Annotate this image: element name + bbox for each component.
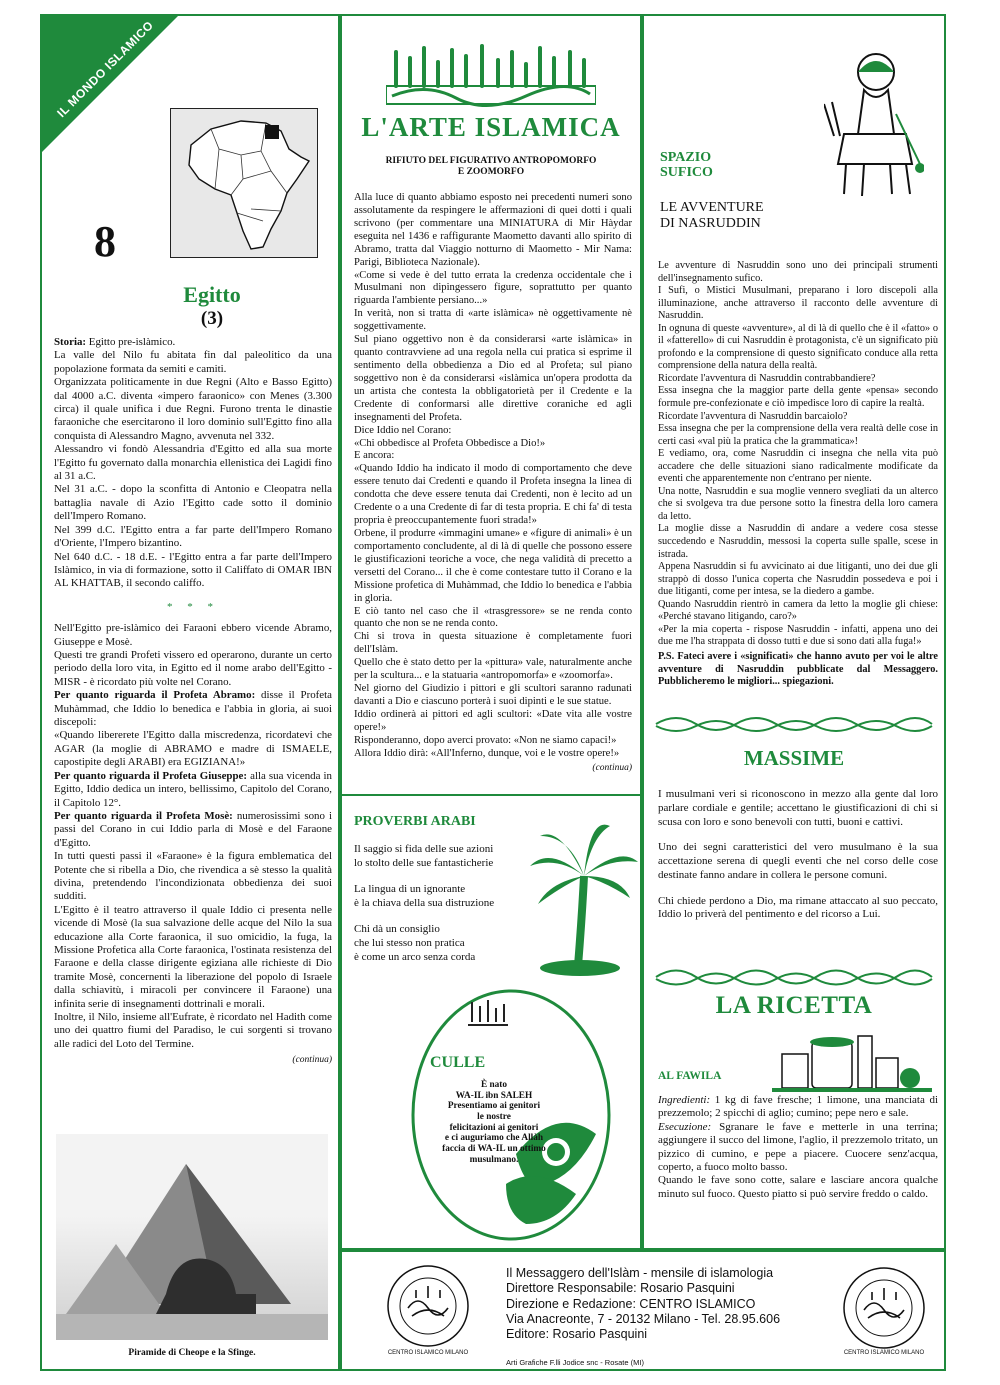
- avventure-title-line2: DI NASRUDDIN: [660, 216, 761, 232]
- arte-subtitle-line2: E ZOOMORFO: [457, 167, 525, 178]
- kitchen-utensils-icon: [772, 1032, 932, 1094]
- proverb-line: è la chiava della sua distruzione: [354, 897, 495, 910]
- calligraphy-small-icon: [468, 996, 508, 1026]
- paragraph-text: L'Egitto è il teatro attraverso il quale Iddio ci presenta nelle vicende di Mosè (la sua salvazione delle acque del Nilo la sua educazione alla Corte faraonica, il suo omicidio, la fuga, la Missione Profetica alla Corte faraonica, l'ostinata resistenza del Faraone e della classe dirigente egiziana alle richieste di Dio tramite Mosè, concernenti la liberazione del popolo di Israele dalla schiavitù, i miracoli per convincere il Faraone) una infinita serie di insegnamenti dottrinali e morali.: [54, 903, 332, 1010]
- culle-line: Presentiamo ai genitori: [447, 1101, 541, 1112]
- paragraph-text: Nel 640 d.C. - 18 d.E. - l'Egitto entra a far parte dell'Impero Islàmico, in via di formazione, sotto il Califfato di OMAR IBN AL KHATTAB, il secondo califfo.: [54, 550, 332, 590]
- paragraph: Una notte, Nasruddin e sua moglie vennero svegliati da un alterco che si svolgeva tra due persone sotto la finestra della loro camera da letto.: [658, 485, 938, 522]
- footer-line: Via Anacreonte, 7 - 20132 Milano - Tel. 28.95.606: [506, 1311, 781, 1326]
- egitto-subtitle: (3): [200, 308, 224, 329]
- paragraph: I Sufi, o Mistici Musulmani, preparano i loro discepoli alla illuminazione, anche attraverso il racconto delle avventure di Nasruddin.: [658, 285, 938, 322]
- egitto-article: [54, 336, 332, 1067]
- proverbs-list: [354, 842, 554, 977]
- paragraph: [54, 810, 332, 850]
- pyramid-icon: [56, 1134, 328, 1340]
- paragraph-text: Nel 31 a.C. - dopo la sconfitta di Antonio e Cleopatra nella battaglia navale di Azio l'Egitto cade sotto il dominio dell'Impero Romano.: [54, 483, 332, 523]
- proverb: [354, 882, 554, 910]
- left-column: [42, 16, 338, 1369]
- paragraph-text: Egitto pre-islàmico.: [86, 336, 176, 348]
- calligraphy-ornament: [386, 42, 596, 108]
- africa-map: [170, 108, 318, 258]
- arte-subtitle-line1: RIFIUTO DEL FIGURATIVO ANTROPOMORFO: [385, 156, 597, 166]
- paragraph-lead: Per quanto riguarda il Profeta Mosè:: [54, 809, 233, 822]
- paragraph: Chi si trova in questa situazione è completamente fuori dell'Islàm.: [354, 631, 632, 656]
- issue-number: 8: [94, 217, 116, 266]
- paragraph: Nel giorno del Giudizio i pittori e gli scultori saranno radunati davanti a Dio e ciascuno porterà i suoi dipinti e le sue statue.: [354, 683, 632, 707]
- ricetta-title: LA RICETTA: [715, 992, 873, 1019]
- paragraph: Alla luce di quanto abbiamo esposto nei precedenti numeri sono assolutamente da respingere le affermazioni di quei dotti i quali scrivono (per commentare una MINIATURA di Mir Hàydar eseguita nel 1436 e raffigurante Maometto davanti allo spirito di Abramo, tratta dal Viaggio notturno di Maometto - Mir Nama: Parigi, Biblioteca Nazionale).: [354, 192, 632, 268]
- ingredienti-text: 1 kg di fave fresche; 1 limone, una manciata di prezzemolo; 2 spicchi di aglio; cumino; pepe nero e sale.: [658, 1094, 938, 1120]
- footer-line: Il Messaggero dell'Islàm - mensile di islamologia: [506, 1266, 774, 1280]
- paragraph: «Per la mia coperta - rispose Nasruddin - infatti, appena uno dei due me l'ha strappata di dosso tutti e due si sono dati alla fuga!»: [658, 623, 938, 648]
- culle-line: WA-IL ibn SALEH: [455, 1090, 533, 1101]
- paragraph: [54, 483, 332, 523]
- proverb: [354, 922, 554, 964]
- proverb-line: Chi dà un consiglio: [354, 923, 440, 936]
- paragraph: La moglie disse a Nasruddin di andare a vedere cosa stesse succedendo e Nasruddin, messosi la coperta sulle spalle, scese in istrada.: [658, 523, 938, 560]
- proverb: [354, 842, 554, 870]
- paragraph-text: numerosissimi sono i passi del Corano in cui Iddio parla di Mosè e del Faraone d'Egitto.: [54, 809, 332, 849]
- culle-line: felicitazioni ai genitori: [449, 1122, 539, 1133]
- swirl-divider-top: [652, 712, 936, 736]
- paragraph: [54, 850, 332, 904]
- corner-banner-text: IL MONDO ISLAMICO: [54, 18, 157, 121]
- middle-column: [342, 16, 640, 1248]
- paragraph: Sul piano oggettivo non è da considerarsi «arte islàmica» in quanto contravviene ad una regola nella cui pratica si esprime il sentimento della obbedienza a Dio ed al Profeta; sul piano soggettivo non è da considerarsi «islàmica un'opera prodotta da un artista che contesta la obbligatorietà per il Credente e la Credente di conformarsi alle direttive coraniche ed agli insegnamenti del Profeta.: [354, 334, 632, 423]
- massime-list: [658, 788, 938, 934]
- culle-title: CULLE: [430, 1054, 486, 1071]
- photo-caption: Piramide di Cheope e la Sfinge.: [128, 1348, 256, 1358]
- paragraph: [54, 524, 332, 551]
- spazio-line1: SPAZIO: [660, 150, 712, 165]
- ricetta-text: [658, 1094, 938, 1201]
- africa-map-icon: [171, 109, 318, 258]
- seal-right-icon: [842, 1266, 926, 1350]
- pyramid-photo: [56, 1134, 328, 1340]
- paragraph: Ricordate l'avventura di Nasruddin contrabbandiere?: [658, 372, 876, 384]
- paragraph-lead: Storia:: [54, 336, 87, 348]
- paragraph: [54, 336, 332, 349]
- avventure-title-line1: LE AVVENTURE: [660, 200, 764, 215]
- paragraph: Appena Nasruddin si fu avvicinato ai due litiganti, uno dei due gli strappò di dosso l'unica coperta che Nasruddin possedeva e poi i due litiganti, come per intesa, se la diedero a gambe.: [658, 561, 938, 598]
- massima: Chi chiede perdono a Dio, ma rimane attaccato al suo peccato, Iddio lo priverà del pentimento e del ricorso a Lui.: [658, 894, 938, 921]
- esecuzione-paragraph: [658, 1121, 938, 1175]
- footer: [342, 1252, 944, 1369]
- culle-line: le nostre: [477, 1112, 511, 1123]
- paragraph-text: La valle del Nilo fu abitata fin dal paleolitico da una popolazione formata da semiti e camiti.: [54, 349, 332, 375]
- paragraph: [54, 551, 332, 591]
- seal-right-text: CENTRO ISLAMICO MILANO: [843, 1350, 925, 1356]
- paragraph: Essa insegna che la maggior parte della gente «pensa» secondo formule pre-confezionate e ciò impedisce loro di capire la realtà.: [658, 385, 938, 410]
- paragraph: [54, 622, 332, 649]
- paragraph-text: Inoltre, il Nilo, insieme all'Eufrate, è ricordato nel Hadith come uno dei quattro fiumi del Paradiso, le cui sorgenti si trovano alle radici del Loto del Termine.: [54, 1011, 332, 1050]
- spazio-sufico-title: [660, 150, 713, 181]
- paragraph-text: In tutti questi passi il «Faraone» è la figura emblematica del Potente che si ribella a Dio, che rivendica a sè stesso la qualità divina, pretendendo l'incondizionata obbedienza dei suoi sudditi.: [54, 850, 332, 903]
- proverb-line: La lingua di un ignorante: [354, 883, 466, 896]
- paragraph: «Chi obbedisce al Profeta Obbedisce a Dio!»: [354, 437, 546, 449]
- ps-note: P.S. Fateci avere i «significati» che hanno avuto per voi le altre avventure di Nasruddin pubblicate dal Messaggero. Pubblicheremo le migliori... spiegazioni.: [658, 650, 938, 688]
- paragraph: E ancora:: [354, 450, 395, 462]
- paragraph: [54, 689, 332, 729]
- paragraph: Quando Nasruddin rientrò in camera da letto la moglie gli chiese: «Perché stavano litigando, caro?»: [658, 598, 938, 623]
- proverbi-title: PROVERBI ARABI: [354, 814, 476, 829]
- arte-article: [354, 192, 632, 774]
- paragraph-text: «Quando libererete l'Egitto dalla miscredenza, ricordatevi che AGAR (la moglie di ABRAMO e madre di ISMAELE, capostipite degli ARABI) era EGIZIANA!»: [54, 729, 332, 769]
- stars-divider: * * *: [167, 600, 219, 613]
- egitto-title: Egitto: [183, 282, 241, 307]
- paragraph: [54, 649, 332, 689]
- footer-line: Direzione e Redazione: CENTRO ISLAMICO: [506, 1296, 756, 1311]
- paragraph: In ognuna di queste «avventure», al di là di quello che è il «fatto» o il «fatterello» di cui Nasruddin è protagonista, c'è un significato più profondo e la comprensione di questo significato conduce alla retta comprensione della natura della realtà.: [658, 322, 938, 372]
- paragraph: E ciò tanto nel caso che il «trasgressore» se ne renda conto quanto che non se ne renda conto.: [354, 605, 632, 630]
- paragraph: [54, 729, 332, 769]
- swirl-divider-bottom: [652, 964, 936, 990]
- paragraph: Ricordate l'avventura di Nasruddin barcaiolo?: [658, 410, 848, 422]
- paragraph: [54, 1011, 332, 1051]
- esecuzione-text: Sgranare le fave e metterle in una terrina; aggiungere il succo del limone, l'aglio, il prezzemolo tritato, un pizzico di cumino, e pepe a piacere. Cuocere senz'acqua, coperto, a fuoco molto basso.: [658, 1120, 938, 1174]
- footer-info: [506, 1266, 826, 1342]
- culle-line: e ci auguriamo che Allàh: [444, 1133, 544, 1144]
- paragraph-text: Nell'Egitto pre-islàmico dei Faraoni ebbero vicende Abramo, Giuseppe e Mosè.: [54, 622, 332, 648]
- continua-middle: (continua): [592, 762, 632, 773]
- finale-paragraph: Quando le fave sono cotte, salare e lasciare ancora qualche minuto sul fuoco. Questo piatto si può servire freddo o caldo.: [658, 1174, 938, 1200]
- paragraph: [54, 349, 332, 376]
- middle-divider: [342, 794, 640, 796]
- paragraph: [54, 376, 332, 443]
- paragraph: Allora Iddio dirà: «All'Inferno, dunque, voi e le vostre opere!»: [354, 747, 620, 759]
- paragraph-text: alla sua vicenda in Egitto, Iddio dedica un intero, bellissimo, Capitolo del Corano, il Capitolo 12°.: [54, 769, 332, 809]
- paragraph: Iddio ordinerà ai pittori ed agli scultori: «Date vita alle vostre opere!»: [354, 708, 632, 733]
- footer-line: Editore: Rosario Pasquini: [506, 1327, 648, 1341]
- proverb-line: è come un arco senza corda: [354, 951, 476, 964]
- seal-left-text: CENTRO ISLAMICO MILANO: [387, 1350, 469, 1356]
- seal-left-icon: [386, 1264, 470, 1348]
- proverb-line: Il saggio si fida delle sue azioni: [354, 843, 494, 855]
- paragraph-text: Organizzata politicamente in due Regni (Alto e Basso Egitto) dal 4000 a.C. diventa «impero faraonico» con Menes (3.300 circa) il quale unifica i due Regni. Furono trenta le dinastie faraoniche che esercitarono il loro dominio sull'Egitto fino alla conquista di Alessandro Magno, avvenuta nel 332.: [54, 376, 332, 442]
- esecuzione-label: Esecuzione:: [658, 1120, 712, 1133]
- continua-left: (continua): [292, 1055, 332, 1066]
- ingredienti-label: Ingredienti:: [658, 1094, 711, 1106]
- paragraph-text: Questi tre grandi Profeti vissero ed operarono, durante un certo periodo della loro vita, in Egitto ed il nome arabo dell'Egitto - MISR - è ricordato più volte nel Corano.: [54, 649, 332, 688]
- paragraph: Quello che è stato detto per la «pittura» vale, naturalmente anche per la scultura... e la statuaria «antropomorfa» e «zoomorfa».: [354, 657, 632, 682]
- paragraph: E vediamo, ora, come Nasruddin ci insegna che nella vita può accadere che delle situazioni siano radicalmente modificate da eventi che apparentemente non c'entrano per niente.: [658, 448, 938, 485]
- massima: Uno dei segni caratteristici del vero musulmano è la sua accettazione serena di quegli eventi che nel corso delle cose destinate fanno andare in collera le persone comuni.: [658, 841, 938, 881]
- paragraph: «Quando Iddio ha indicato il modo di comportamento che deve essere tenuto dai Credenti e quando il Profeta insegna la linea di condotta che deve essere tenuta dai Credenti, non è lecito ad un Credente o a una Credente di far di testa propria. E chi fa' di testa propria è preoccupantemente fuori strada!»: [354, 463, 632, 527]
- ricetta-name: AL FAWILA: [658, 1070, 722, 1082]
- paragraph: [54, 443, 332, 483]
- paragraph: Essa insegna che per la comprensione della vera realtà delle cose in certi casi «val più la pratica che la grammatica»!: [658, 423, 938, 447]
- culle-line: faccia di WA-IL un ottimo: [442, 1144, 546, 1155]
- paragraph-text: Nel 399 d.C. l'Egitto entra a far parte dell'Impero Romano d'Oriente, l'Impero bizantino.: [54, 523, 332, 550]
- paragraph: In verità, non si tratta di «arte islàmica» nè oggettivamente nè soggettivamente.: [354, 308, 632, 333]
- proverb-line: che lui stesso non pratica: [354, 937, 465, 950]
- nasruddin-donkey-icon: [824, 44, 924, 204]
- culle-line: musulmano.: [469, 1154, 519, 1165]
- paragraph: «Come si vede è del tutto errata la credenza occidentale che i Musulmani non dipingessero figure, soprattutto per quanto riguarda l'ambiente persiano...»: [354, 269, 632, 307]
- spazio-line2: SUFICO: [660, 165, 713, 181]
- ingredienti-paragraph: [658, 1094, 938, 1121]
- paragraph-lead: Per quanto riguarda il Profeta Abramo:: [54, 689, 256, 702]
- paragraph: [54, 904, 332, 1011]
- paragraph-text: Alessandro vi fondò Alessandria d'Egitto ed alla sua morte l'Egitto fu governato dalla monarchia ellenistica dei Lagidi fino al 31 a.C.: [54, 443, 332, 483]
- printer-credit: Arti Grafiche F.lli Jodice snc - Rosate (MI): [506, 1358, 644, 1367]
- right-column: [644, 16, 944, 1248]
- footer-line: Direttore Responsabile: Rosario Pasquini: [506, 1281, 735, 1296]
- arte-islamica-title: L'ARTE ISLAMICA: [361, 112, 621, 142]
- palm-tree-icon: [530, 816, 638, 976]
- paragraph: Dice Iddio nel Corano:: [354, 424, 452, 436]
- paragraph-lead: Per quanto riguarda il Profeta Giuseppe:: [54, 769, 247, 782]
- culle-text: [424, 1080, 564, 1166]
- proverb-line: lo stolto delle sue fantasticherie: [354, 857, 494, 870]
- culle-line: È nato: [480, 1080, 508, 1090]
- nasruddin-article: [658, 260, 938, 689]
- paragraph: Risponderanno, dopo averci provato: «Non ne siamo capaci!»: [354, 734, 617, 746]
- paragraph: [54, 770, 332, 810]
- paragraph: Le avventure di Nasruddin sono uno dei principali strumenti dell'insegnamento sufico.: [658, 260, 938, 284]
- arte-subtitle: [342, 156, 640, 179]
- paragraph-text: disse il Profeta Muhàmmad, che Iddio lo benedica e l'abbia in gloria, ai suoi discepoli:: [54, 689, 332, 729]
- paragraph: Orbene, il produrre «immagini umane» e «figure di animali» è un comportamento concludente, al di là di quelle che possono essere le giustificazioni teoriche a voce, che nega validità di precetto a versetti del Corano... il che è come contestare tutto il Corano e la Missione profetica di Muhàmmad, che Iddio lo benedica e l'abbia in gloria.: [354, 527, 633, 604]
- massima: I musulmani veri si riconoscono in mezzo alla gente dal loro parlare cordiale e gentile; accettano le giustificazioni di chi si scusa con loro e sono benevoli con tutti, buoni e cattivi.: [658, 788, 938, 828]
- avventure-title: [660, 200, 764, 232]
- massime-title: MASSIME: [743, 746, 845, 770]
